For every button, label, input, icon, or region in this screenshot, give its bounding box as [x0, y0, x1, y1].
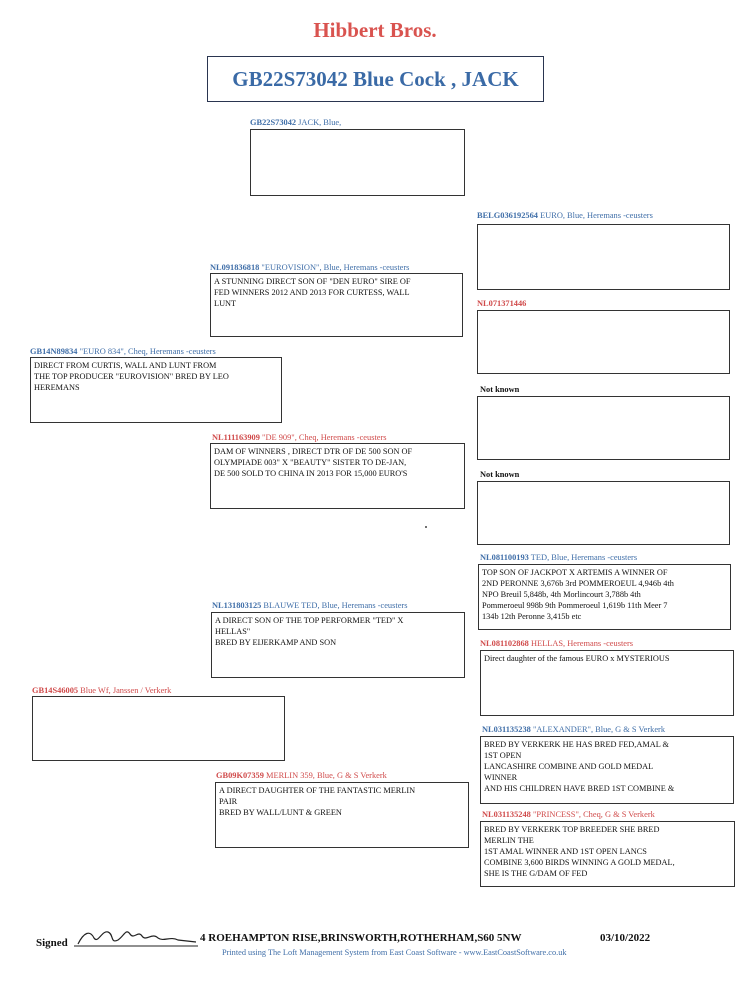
- princess-desc: "PRINCESS", Cheq, G & S Verkerk: [530, 810, 655, 819]
- ted-ring: NL081100193: [480, 553, 529, 562]
- bird-title: GB22S73042 Blue Cock , JACK: [232, 66, 519, 91]
- scan-speck: [425, 526, 427, 528]
- bird-title-box: [207, 56, 544, 102]
- print-date: 03/10/2022: [600, 932, 651, 944]
- not-known-2-label: Not known: [480, 470, 520, 479]
- sire-sire-label: [477, 210, 653, 221]
- alexander-label: [482, 724, 665, 735]
- princess-label: [482, 809, 655, 820]
- sire-desc: "EUROVISION", Blue, Heremans -ceusters: [259, 263, 410, 272]
- ted-label: [480, 552, 637, 563]
- signed-label: Signed: [36, 937, 68, 949]
- breeder-title: Hibbert Bros.: [313, 18, 437, 42]
- euro834-notes-box: DIRECT FROM CURTIS, WALL AND LUNT FROM THE TOP PRODUCER "EUROVISION" BRED BY LEO HEREMANS: [30, 357, 282, 423]
- merlin-notes-box: A DIRECT DAUGHTER OF THE FANTASTIC MERLIN PAIR BRED BY WALL/LUNT & GREEN: [215, 782, 469, 848]
- signature: [74, 924, 198, 948]
- merlin-ring: GB09K07359: [216, 771, 264, 780]
- not-known-1-box: [477, 396, 730, 460]
- hellas-label: [480, 638, 633, 649]
- alexander-notes-box: BRED BY VERKERK HE HAS BRED FED,AMAL & 1ST OPEN LANCASHIRE COMBINE AND GOLD MEDAL WINNER AND HIS CHILDREN HAVE BRED 1ST COMBINE &: [480, 736, 734, 804]
- euro834-desc: "EURO 834", Cheq, Heremans -ceusters: [77, 347, 216, 356]
- blauwe-ted-ring: NL131803125: [212, 601, 262, 610]
- subject-label: [250, 117, 341, 128]
- sire-sire-desc: EURO, Blue, Heremans -ceusters: [537, 211, 653, 220]
- blauwe-ted-desc: BLAUWE TED, Blue, Heremans -ceusters: [261, 601, 408, 610]
- euro834-ring: GB14N89834: [30, 347, 78, 356]
- dam-notes-box: [32, 696, 285, 761]
- de909-label: [212, 432, 387, 443]
- sire-sire-ring: BELG036192564: [477, 211, 538, 220]
- sire-label: [210, 262, 409, 273]
- subject-notes-box: [250, 129, 465, 196]
- hellas-notes-box: Direct daughter of the famous EURO x MYSTERIOUS: [480, 650, 734, 716]
- sire-ring: NL091836818: [210, 263, 260, 272]
- printed-by-note: Printed using The Loft Management System from East Coast Software - www.EastCoastSoftware.co.uk: [222, 948, 567, 957]
- dam-label: [32, 685, 171, 696]
- sire-dam-label: [477, 298, 526, 309]
- sire-dam-notes-box: [477, 310, 730, 374]
- euro834-label: [30, 346, 216, 357]
- subject-desc: JACK, Blue,: [296, 118, 342, 127]
- sire-dam-ring: NL071371446: [477, 299, 527, 308]
- blauwe-ted-notes-box: A DIRECT SON OF THE TOP PERFORMER "TED" X HELLAS" BRED BY EIJERKAMP AND SON: [211, 612, 465, 678]
- not-known-1-label: Not known: [480, 385, 520, 394]
- alexander-desc: "ALEXANDER", Blue, G & S Verkerk: [530, 725, 666, 734]
- princess-ring: NL031135248: [482, 810, 531, 819]
- ted-notes-box: TOP SON OF JACKPOT X ARTEMIS A WINNER OF 2ND PERONNE 3,676b 3rd POMMEROEUL 4,946b 4th NPO Breuil 5,848b, 4th Morlincourt 3,788b 4th Pommeroeul 998b 9th Pommeroeul 1,619b 11th Meer 7 134b 12th Peronne 3,415b etc: [478, 564, 731, 630]
- de909-ring: NL111163909: [212, 433, 260, 442]
- hellas-ring: NL081102868: [480, 639, 529, 648]
- dam-ring: GB14S46005: [32, 686, 79, 695]
- ted-desc: TED, Blue, Heremans -ceusters: [528, 553, 638, 562]
- subject-ring: GB22S73042: [250, 118, 297, 127]
- alexander-ring: NL031135238: [482, 725, 531, 734]
- not-known-2-box: [477, 481, 730, 545]
- hellas-desc: HELLAS, Heremans -ceusters: [528, 639, 634, 648]
- blauwe-ted-label: [212, 600, 407, 611]
- sire-notes-box: A STUNNING DIRECT SON OF "DEN EURO" SIRE OF FED WINNERS 2012 AND 2013 FOR CURTESS, WALL LUNT: [210, 273, 463, 337]
- dam-desc: Blue Wf, Janssen / Verkerk: [78, 686, 172, 695]
- princess-notes-box: BRED BY VERKERK TOP BREEDER SHE BRED MERLIN THE 1ST AMAL WINNER AND 1ST OPEN LANCS COMBINE 3,600 BIRDS WINNING A GOLD MEDAL, SHE IS THE G/DAM OF FED: [480, 821, 735, 887]
- de909-notes-box: DAM OF WINNERS , DIRECT DTR OF DE 500 SON OF OLYMPIADE 003" X "BEAUTY" SISTER TO DE-JAN, DE 500 SOLD TO CHINA IN 2013 FOR 15,000 EURO'S: [210, 443, 465, 509]
- merlin-label: [216, 770, 387, 781]
- merlin-desc: MERLIN 359, Blue, G & S Verkerk: [263, 771, 387, 780]
- de909-desc: "DE 909", Cheq, Heremans -ceusters: [259, 433, 387, 442]
- breeder-address: 4 ROEHAMPTON RISE,BRINSWORTH,ROTHERHAM,S60 5NW: [200, 932, 522, 944]
- sire-sire-notes-box: [477, 224, 730, 290]
